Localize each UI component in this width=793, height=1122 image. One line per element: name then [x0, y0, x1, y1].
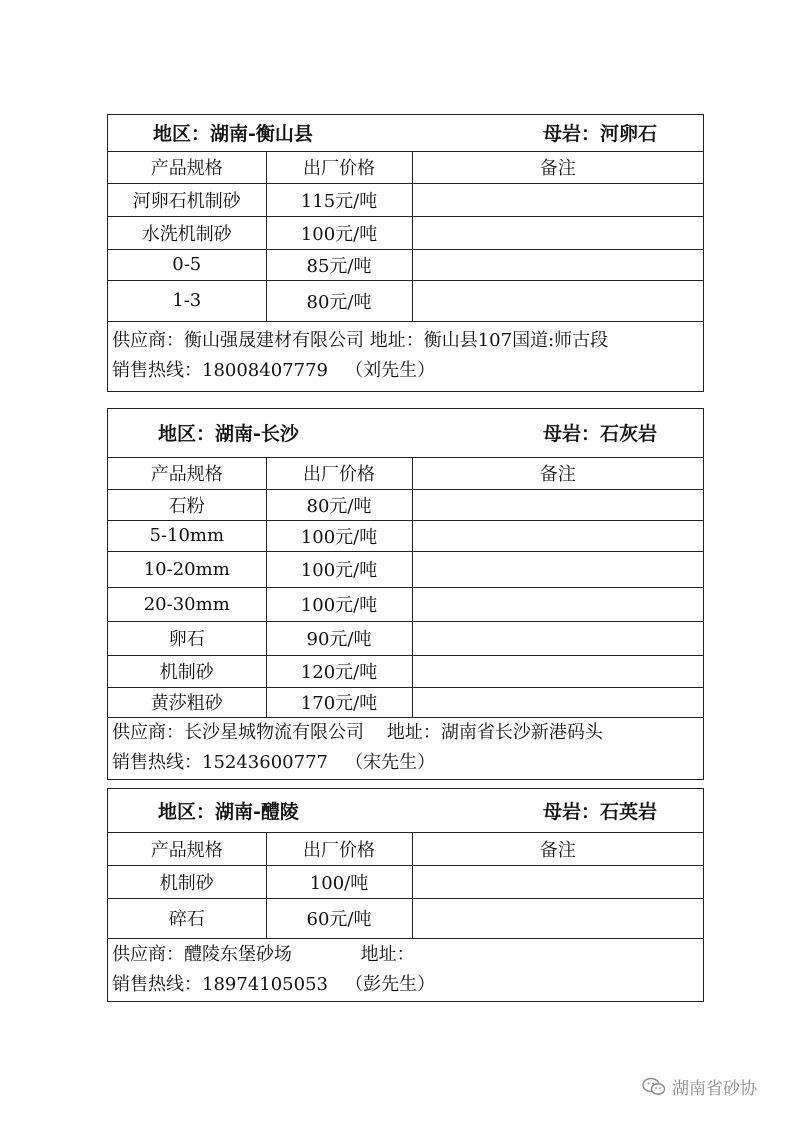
spec-cell: 石粉: [108, 489, 266, 520]
remark-cell: [412, 865, 703, 898]
supplier-line: 供应商：长沙星城物流有限公司 地址：湖南省长沙新港码头: [112, 722, 603, 744]
spec-cell: 黄莎粗砂: [108, 687, 266, 717]
supplier-info: [108, 938, 703, 1001]
price-cell: 115元/吨: [266, 183, 412, 216]
remark-cell: [412, 489, 703, 520]
supplier-line: 供应商：醴陵东堡砂场 地址：: [112, 943, 415, 965]
table-row: [108, 865, 703, 898]
table-row: [108, 687, 703, 717]
rock-label: 母岩：河卵石: [412, 115, 703, 151]
header-spec: 产品规格: [108, 832, 266, 865]
remark-cell: [412, 655, 703, 687]
price-table: [108, 409, 703, 779]
remark-cell: [412, 687, 703, 717]
remark-cell: [412, 520, 703, 551]
price-cell: 85元/吨: [266, 249, 412, 280]
table-row: [108, 587, 703, 621]
spec-cell: 水洗机制砂: [108, 216, 266, 249]
rock-label: 母岩：石灰岩: [412, 409, 703, 457]
table-row: [108, 280, 703, 321]
price-cell: 100元/吨: [266, 587, 412, 621]
remark-cell: [412, 183, 703, 216]
spec-cell: 机制砂: [108, 865, 266, 898]
spec-cell: 1-3: [108, 280, 266, 321]
price-card-liling: [107, 788, 704, 1002]
price-cell: 90元/吨: [266, 621, 412, 655]
table-row: [108, 898, 703, 938]
spec-cell: 河卵石机制砂: [108, 183, 266, 216]
spec-cell: 碎石: [108, 898, 266, 938]
spec-cell: 机制砂: [108, 655, 266, 687]
price-cell: 60元/吨: [266, 898, 412, 938]
header-spec: 产品规格: [108, 151, 266, 183]
header-remark: 备注: [412, 832, 703, 865]
table-row: [108, 621, 703, 655]
remark-cell: [412, 587, 703, 621]
spec-cell: 5-10mm: [108, 520, 266, 551]
table-row: [108, 489, 703, 520]
table-row: [108, 551, 703, 587]
table-row: [108, 655, 703, 687]
supplier-line: 供应商：衡山强晟建材有限公司 地址：衡山县107国道:师古段: [112, 330, 609, 352]
supplier-info: [108, 717, 703, 779]
remark-cell: [412, 280, 703, 321]
spec-cell: 10-20mm: [108, 551, 266, 587]
price-cell: 80元/吨: [266, 280, 412, 321]
price-table: [108, 115, 703, 391]
header-remark: 备注: [412, 151, 703, 183]
wechat-icon: [642, 1077, 666, 1097]
spec-cell: 0-5: [108, 249, 266, 280]
watermark: [642, 1074, 757, 1099]
header-price: 出厂价格: [266, 457, 412, 489]
header-price: 出厂价格: [266, 832, 412, 865]
hotline-line: 销售热线：15243600777 （宋先生）: [112, 752, 436, 774]
remark-cell: [412, 621, 703, 655]
watermark-text: 湖南省砂协: [672, 1079, 757, 1099]
hotline-line: 销售热线：18008407779 （刘先生）: [112, 360, 436, 382]
price-cell: 100/吨: [266, 865, 412, 898]
table-row: [108, 520, 703, 551]
price-cell: 120元/吨: [266, 655, 412, 687]
price-cell: 100元/吨: [266, 520, 412, 551]
region-label: 地区：湖南-醴陵: [108, 789, 412, 832]
price-cell: 100元/吨: [266, 551, 412, 587]
price-card-changsha: [107, 408, 704, 780]
price-cell: 170元/吨: [266, 687, 412, 717]
price-cell: 100元/吨: [266, 216, 412, 249]
rock-label: 母岩：石英岩: [412, 789, 703, 832]
header-spec: 产品规格: [108, 457, 266, 489]
price-table: [108, 789, 703, 1001]
region-label: 地区：湖南-长沙: [108, 409, 412, 457]
header-price: 出厂价格: [266, 151, 412, 183]
price-card-hengshan: [107, 114, 704, 392]
supplier-info: [108, 321, 703, 391]
spec-cell: 20-30mm: [108, 587, 266, 621]
price-cell: 80元/吨: [266, 489, 412, 520]
table-row: [108, 249, 703, 280]
remark-cell: [412, 216, 703, 249]
remark-cell: [412, 551, 703, 587]
header-remark: 备注: [412, 457, 703, 489]
spec-cell: 卵石: [108, 621, 266, 655]
hotline-line: 销售热线：18974105053 （彭先生）: [112, 973, 436, 995]
region-label: 地区：湖南-衡山县: [108, 115, 412, 151]
remark-cell: [412, 249, 703, 280]
remark-cell: [412, 898, 703, 938]
table-row: [108, 216, 703, 249]
table-row: [108, 183, 703, 216]
